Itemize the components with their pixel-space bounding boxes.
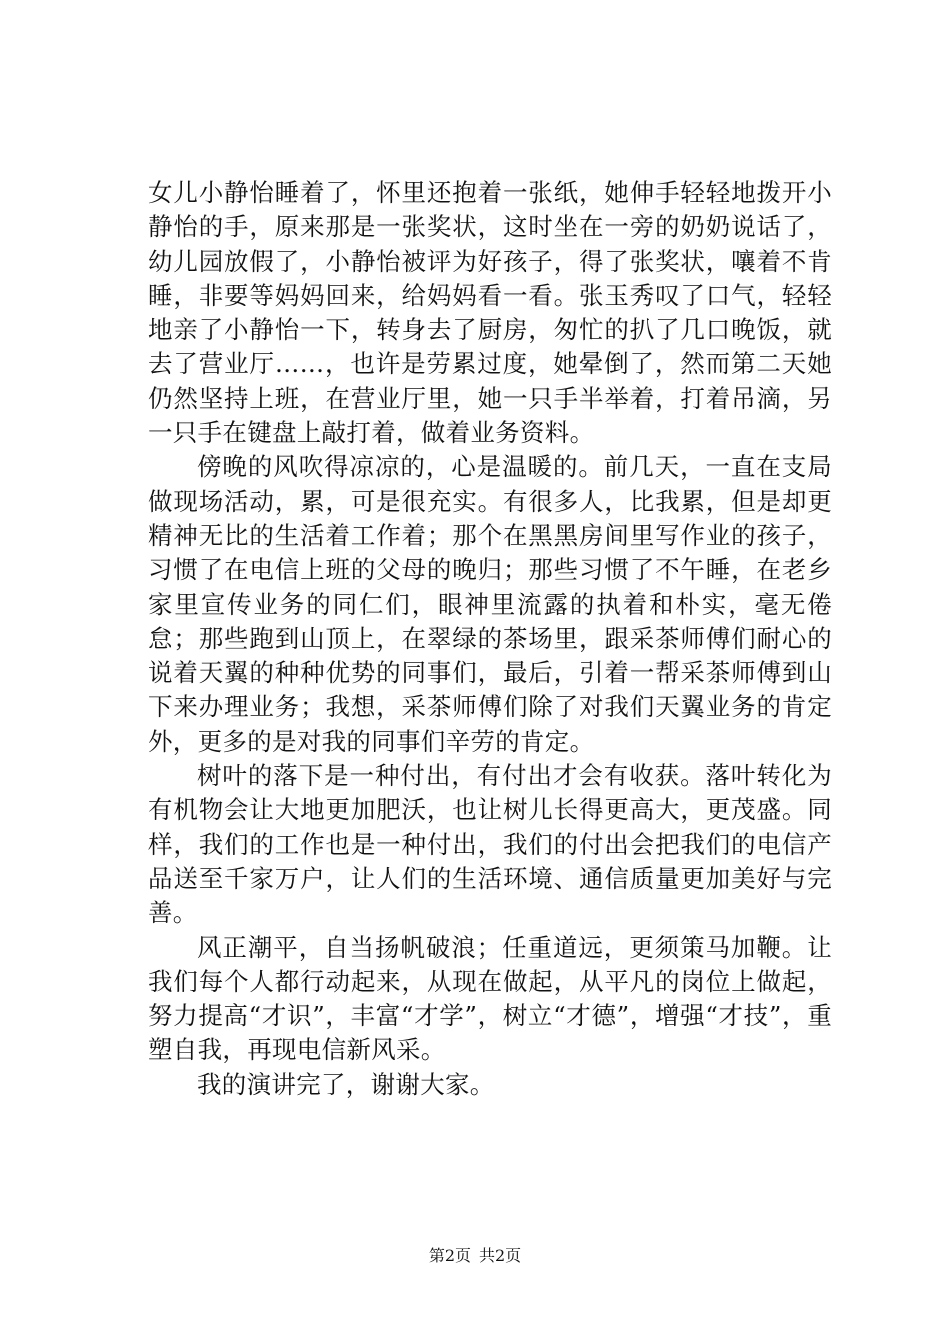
paragraph-1: 女儿小静怡睡着了，怀里还抱着一张纸，她伸手轻轻地拨开小静怡的手，原来那是一张奖状，这时坐在一旁的奶奶说话了，幼儿园放假了，小静怡被评为好孩子，得了张奖状，嚷着不肯睡，非要等妈妈回来，给妈妈看一看。张玉秀叹了口气，轻轻地亲了小静怡一下，转身去了厨房，匆忙的扒了几口晚饭，就去了营业厅……，也许是劳累过度，她晕倒了，然而第二天她仍然坚持上班，在营业厅里，她一只手半举着，打着吊滴，另一只手在键盘上敲打着，做着业务资料。 (148, 178, 832, 448)
page-number: 第2页 (428, 1246, 471, 1265)
paragraph-5: 我的演讲完了，谢谢大家。 (197, 1069, 495, 1099)
paragraph-2: 傍晚的风吹得凉凉的，心是温暖的。前几天，一直在支局做现场活动，累，可是很充实。有很多人，比我累，但是却更精神无比的生活着工作着；那个在黑黑房间里写作业的孩子，习惯了在电信上班的父母的晚归；那些习惯了不午睡，在老乡家里宣传业务的同仁们，眼神里流露的执着和朴实，毫无倦怠；那些跑到山顶上，在翠绿的茶场里，跟采茶师傅们耐心的说着天翼的种种优势的同事们，最后，引着一帮采茶师傅到山下来办理业务；我想，采茶师傅们除了对我们天翼业务的肯定外，更多的是对我的同事们辛劳的肯定。 (148, 452, 832, 756)
page-footer (0, 1246, 950, 1266)
paragraph-3: 树叶的落下是一种付出，有付出才会有收获。落叶转化为有机物会让大地更加肥沃，也让树儿长得更高大，更茂盛。同样，我们的工作也是一种付出，我们的付出会把我们的电信产品送至千家万户，让人们的生活环境、通信质量更加美好与完善。 (148, 761, 832, 928)
paragraph-4: 风正潮平，自当扬帆破浪；任重道远，更须策马加鞭。让我们每个人都行动起来，从现在做起，从平凡的岗位上做起，努力提高“才识”，丰富“才学”，树立“才德”，增强“才技”，重塑自我，再现电信新风采。 (148, 932, 832, 1065)
document-body (148, 176, 832, 1102)
page-total: 共2页 (479, 1246, 522, 1265)
